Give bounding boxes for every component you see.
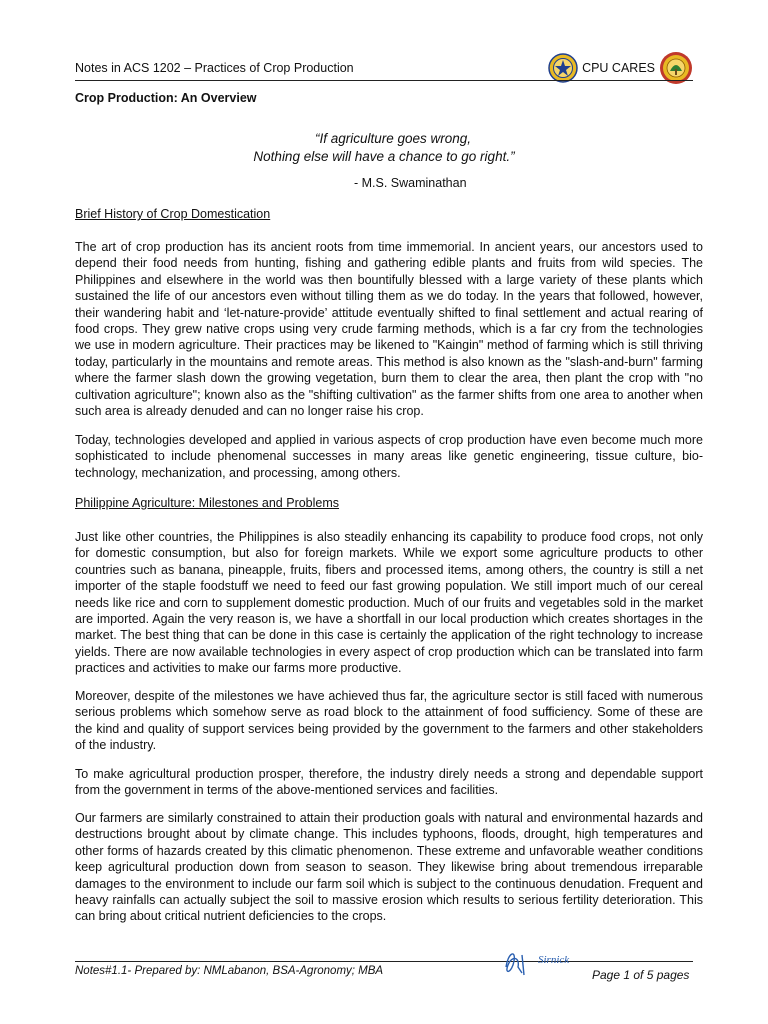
section-heading-history: Brief History of Crop Domestication: [75, 207, 271, 221]
header-title: Notes in ACS 1202 – Practices of Crop Production: [75, 61, 354, 75]
quote-line-1: “If agriculture goes wrong,: [314, 131, 472, 146]
paragraph-history-2: Today, technologies developed and applied in various aspects of crop production have even become much more sophisticated to include phenomenal successes in many areas like genetic engineering, tissue culture, bio-technology, mechanization, and processing, among others.: [75, 433, 703, 480]
quote-line-2: Nothing else will have a chance to go right.”: [253, 149, 515, 164]
document-title: Crop Production: An Overview: [75, 91, 257, 105]
footer-rule: [75, 961, 693, 962]
quote-author: - M.S. Swaminathan: [354, 176, 467, 190]
paragraph-milestones-2: Moreover, despite of the milestones we have achieved thus far, the agriculture sector is still faced with numerous serious problems which somehow serve as road block to the attainment of food sufficiency. Some of these are the kind and quality of support services being provided by the government to the farmers and other stakeholders of the industry.: [75, 689, 703, 753]
page-number: Page 1 of 5 pages: [592, 968, 690, 982]
paragraph-history-1: The art of crop production has its ancient roots from time immemorial. In ancient years, our ancestors used to depend their food needs from hunting, fishing and gathering edible plants and fruits from wild species. The Philippines and elsewhere in the world was then bountifully blessed with a large variety of these plants which sustained the life of our ancestors even without tilling them as we do today. In the years that followed, however, their wandering habit and ‘let-nature-provide’ attitude eventually shifted to final settlement and actual rearing of food crops. They grew native crops using very crude farming methods, which is a far cry from the technologies we use in modern agriculture. Their practices may be likened to "Kaingin" method of farming which is still thriving today, particularly in the mountains and remote areas. This method is also known as the "slash-and-burn" farming where the farmer slash down the growing vegetation, burn them to clear the area, then plant the crop with "no cultivation agriculture"; known also as the "shifting cultivation" as the farmer shifts from one area to another when such area is already denuded and can no longer raise his crop.: [75, 240, 703, 419]
paragraph-milestones-3: To make agricultural production prosper, therefore, the industry direly needs a strong and dependable support from the government in terms of the above-mentioned services and facilities.: [75, 767, 703, 798]
footer-author: Notes#1.1- Prepared by: NMLabanon, BSA-Agronomy; MBA: [75, 965, 384, 977]
page-header: [75, 61, 693, 81]
cpu-seal-icon: [548, 53, 578, 83]
signature-icon: [498, 945, 598, 981]
paragraph-milestones-1: Just like other countries, the Philippines is also steadily enhancing its capability to produce food crops, not only for domestic consumption, but also for foreign markets. While we export some agriculture products to other countries such as banana, pineapple, fruits, fibers and processed items, among others, the country is still a net importer of the staple foodstuff we need to feed our fast growing population. We still import much of our cereal needs like rice and corn to supplement domestic production. Much of our fruits and vegetables sold in the market are imported. Again the very reason is, we have a shortfall in our local production which creates shortages in the market. The best thing that can be done in this case is certainly the application of the right technology to increase yields. There are now available technologies in every aspect of crop production which can be translated into farm practices and activities to make our farms more productive.: [75, 530, 703, 676]
signature-text: Sirnick: [538, 954, 570, 966]
epigraph-quote: [0, 130, 768, 166]
paragraph-milestones-4: Our farmers are similarly constrained to attain their production goals with natural and environmental hazards and destructions brought about by climate change. This includes typhoons, floods, drought, high temperatures and other forms of hazards created by this climatic phenomenon. These extreme and unfavorable weather conditions keep agricultural production down from season to season. They likewise bring about tremendous irreparable damages to the environment to include our farm soil which is subject to the continuous denudation. Frequent and heavy rainfalls can actually subject the soil to massive erosion which results to serious fertility deterioration. This can bring about critical nutrient deficiencies to the crops.: [75, 811, 703, 924]
header-logos: [548, 53, 693, 83]
header-rule: [75, 80, 693, 81]
section-heading-milestones: Philippine Agriculture: Milestones and Problems: [75, 496, 340, 510]
header-right-label: CPU CARES: [582, 61, 655, 75]
